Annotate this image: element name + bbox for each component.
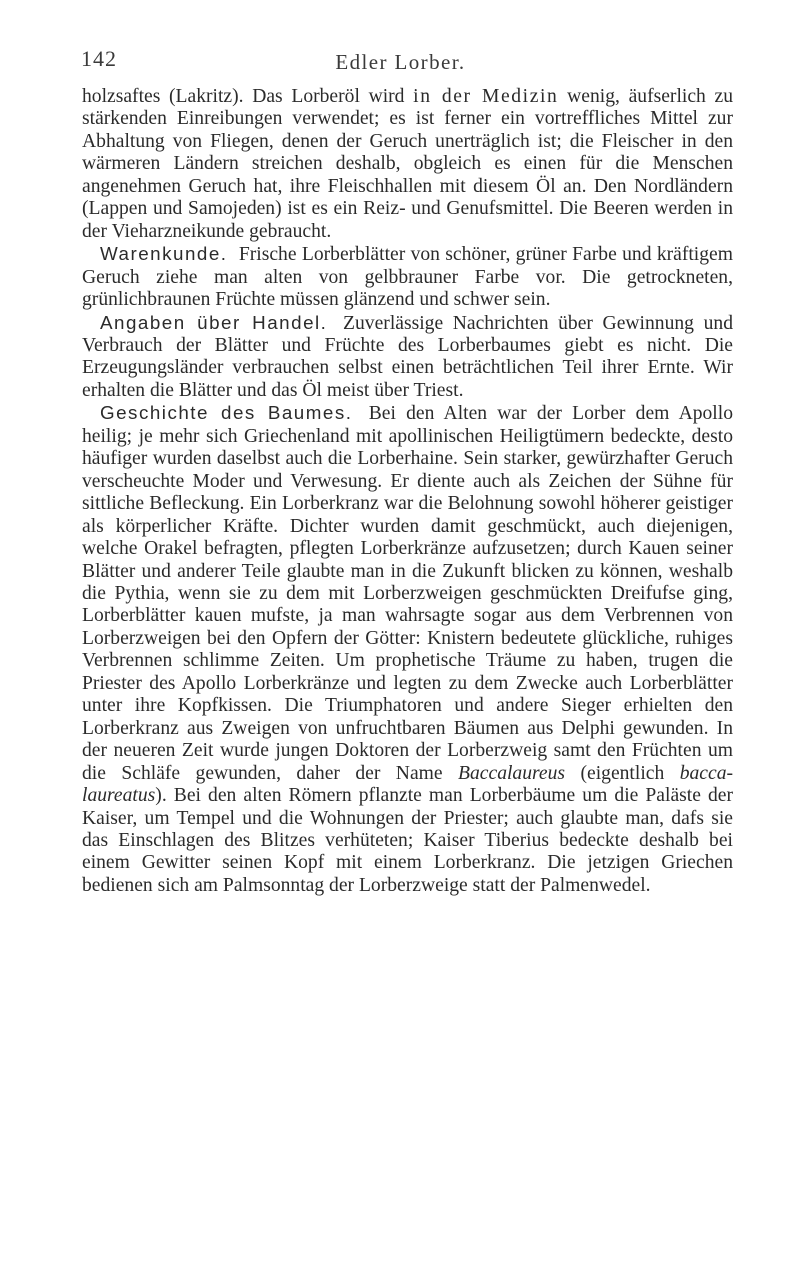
- geschichte-text-2: (eigentlich: [565, 762, 680, 784]
- handel-text: Zuverlässige Nachrichten über Gewinnung und Verbrauch der Blätter und Früchte des Lorberbaumes giebt es nicht. Die Erzeugungsländer verbrauchen selbst einen beträchtlichen Teil ihrer Ernte. Wir erhalten die Blätter und das Öl meist über Triest.: [82, 312, 733, 401]
- intro-text-2: wenig, äufserlich zu stärkenden Einreibungen verwendet; es ist ferner ein vortreffliches Mittel zur Abhaltung von Fliegen, denen der Geruch unerträglich ist; die Fleischer in den wärmeren Ländern streichen deshalb, obgleich es einen für die Menschen angenehmen Geruch hat, ihre Fleischhallen mit diesem Öl an. Den Nordländern (Lappen und Samojeden) ist es ein Reiz- und Genufsmittel. Die Beeren werden in der Vieharzneikunde gebraucht.: [82, 86, 733, 242]
- body-text: [82, 86, 733, 897]
- section-heading-geschichte: Geschichte des Baumes.: [100, 402, 353, 424]
- intro-text-1: holzsaftes (Lakritz). Das Lorberöl wird: [82, 86, 414, 107]
- term-bacca-laureatus: bacca-laureatus: [82, 762, 734, 807]
- intro-text-spaced: in der Medizin: [413, 86, 559, 107]
- paragraph-warenkunde: [82, 243, 733, 311]
- term-baccalaureus: Baccalaureus: [458, 762, 566, 784]
- running-title: Edler Lorber.: [335, 50, 466, 74]
- geschichte-text-3: ). Bei den alten Römern pflanzte man Lorberbäume um die Paläste der Kaiser, um Tempel und die Wohnungen der Priester; auch glaubte man, dafs sie das Einschlagen des Blitzes verhüteten; Kaiser Tiberius bedeckte deshalb bei einem Gewitter seinen Kopf mit einem Lorberkranz. Die jetzigen Griechen bedienen sich am Palmsonntag der Lorberzweige statt der Palmenwedel.: [82, 785, 733, 896]
- section-heading-warenkunde: Warenkunde.: [100, 243, 228, 265]
- page-number: 142: [81, 46, 117, 71]
- geschichte-text-1: Bei den Alten war der Lorber dem Apollo heilig; je mehr sich Griechenland mit apollinischen Heiligtümern bedeckte, desto häufiger wurden daselbst auch die Lorberhaine. Sein starker, gewürzhafter Geruch verscheuchte Moder und Verwesung. Er diente auch als Zeichen der Sühne für sittliche Befleckung. Ein Lorberkranz war die Belohnung sowohl höherer geistiger als körperlicher Kräfte. Dichter wurden damit geschmückt, auch diejenigen, welche Orakel befragten, pflegten Lorberkränze aufzusetzen; durch Kauen seiner Blätter und anderer Teile glaubte man in die Zukunft blicken zu können, weshalb die Pythia, wenn sie zu dem mit Lorberzweigen geschmückten Dreifufse ging, Lorberblätter kauen mufste, ja man wahrsagte sogar aus dem Verbrennen von Lorberzweigen bei den Opfern der Götter: Knistern bedeutete glückliche, ruhiges Verbrennen schlimme Zeiten. Um prophetische Träume zu haben, trugen die Priester des Apollo Lorberkränze und legten zu dem Zwecke auch Lorberblätter unter ihre Kopfkissen. Die Triumphatoren und andere Sieger erhielten den Lorberkranz aus Zweigen von unfruchtbaren Bäumen aus Delphi gewunden. In der neueren Zeit wurde jungen Doktoren der Lorberzweig samt den Früchten um die Schläfe gewunden, daher der Name: [82, 403, 733, 784]
- paragraph-geschichte: [82, 402, 733, 897]
- section-heading-handel: Angaben über Handel.: [100, 311, 328, 333]
- paragraph-handel: [82, 312, 733, 403]
- warenkunde-text: Frische Lorberblätter von schöner, grüner Farbe und kräftigem Geruch ziehe man alten von gelbbrauner Farbe vor. Die getrockneten, grünlichbraunen Früchte müssen glänzend und schwer sein.: [82, 244, 733, 311]
- paragraph-intro: [82, 86, 733, 243]
